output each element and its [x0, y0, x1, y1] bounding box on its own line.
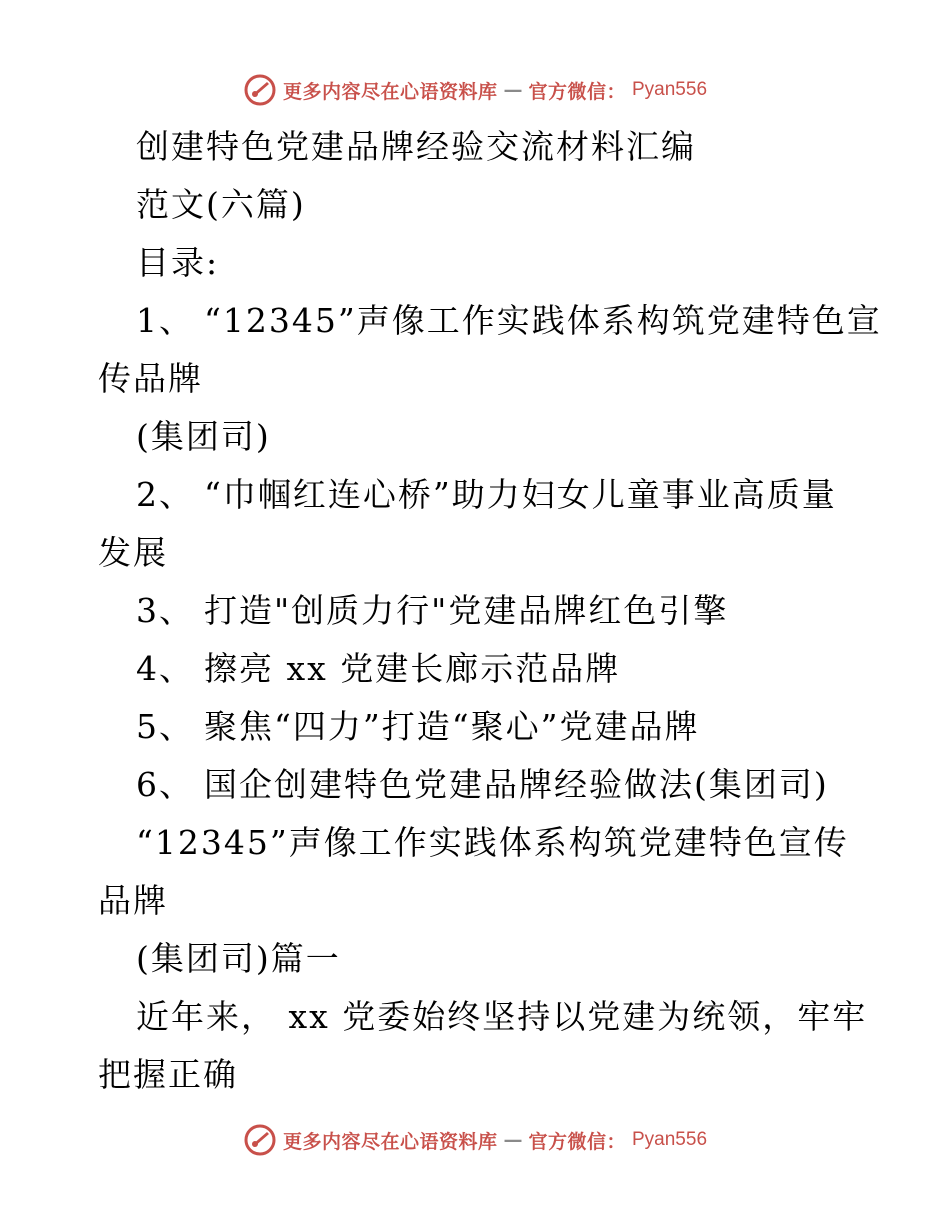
- seal-logo-icon: [243, 73, 277, 107]
- section-title: “12345”声像工作实践体系构筑党建特色宣传: [136, 823, 849, 862]
- toc-item-text: 擦亮 xx 党建长廊示范品牌: [204, 649, 621, 688]
- toc-heading: 目录:: [136, 243, 220, 282]
- footer-banner: [0, 1120, 950, 1160]
- seal-logo-icon: [243, 1123, 277, 1157]
- toc-item-text: 国企创建特色党建品牌经验做法(集团司): [204, 765, 829, 804]
- toc-item-text: 聚焦“四力”打造“聚心”党建品牌: [204, 707, 700, 746]
- toc-item-text: “12345”声像工作实践体系构筑党建特色宣: [204, 301, 882, 340]
- banner-wechat-id: Pyan556: [632, 1129, 708, 1150]
- toc-item-3: [98, 582, 858, 640]
- doc-title: 创建特色党建品牌经验交流材料汇编: [136, 127, 696, 166]
- toc-item-1-cont2: (集团司): [136, 417, 271, 456]
- toc-item-2: [98, 466, 858, 524]
- body-paragraph-cont: 把握正确: [98, 1055, 238, 1094]
- toc-item-number: 2、: [136, 475, 194, 514]
- toc-item-number: 5、: [136, 707, 194, 746]
- toc-item-number: 1、: [136, 301, 194, 340]
- doc-subtitle: 范文(六篇): [136, 185, 306, 224]
- toc-item-5: [98, 698, 858, 756]
- banner-text: 更多内容尽在心语资料库: [282, 80, 498, 103]
- banner-separator: —: [503, 1129, 523, 1151]
- toc-item-text: “巾帼红连心桥”助力妇女儿童事业高质量: [204, 475, 837, 514]
- banner-wechat-label: 官方微信：: [528, 80, 626, 103]
- toc-item-1-cont: 传品牌: [98, 359, 203, 398]
- banner-wechat-label: 官方微信：: [528, 1130, 626, 1153]
- body-paragraph: 近年来， xx 党委始终坚持以党建为统领，牢牢: [136, 997, 868, 1036]
- banner-wechat-id: Pyan556: [632, 79, 708, 100]
- toc-item-number: 3、: [136, 591, 194, 630]
- toc-item-2-cont: 发展: [98, 533, 168, 572]
- toc-item-4: [98, 640, 858, 698]
- toc-item-text: 打造"创质力行"党建品牌红色引擎: [204, 591, 729, 630]
- document-body: [98, 118, 882, 1104]
- toc-item-number: 6、: [136, 765, 194, 804]
- toc-item-1: [98, 292, 882, 350]
- header-banner: [0, 70, 950, 110]
- banner-text: 更多内容尽在心语资料库: [282, 1130, 498, 1153]
- section-title-cont: 品牌: [98, 881, 168, 920]
- banner-separator: —: [503, 79, 523, 101]
- section-subtitle: (集团司)篇一: [136, 939, 341, 978]
- toc-item-number: 4、: [136, 649, 194, 688]
- toc-item-6: [98, 756, 858, 814]
